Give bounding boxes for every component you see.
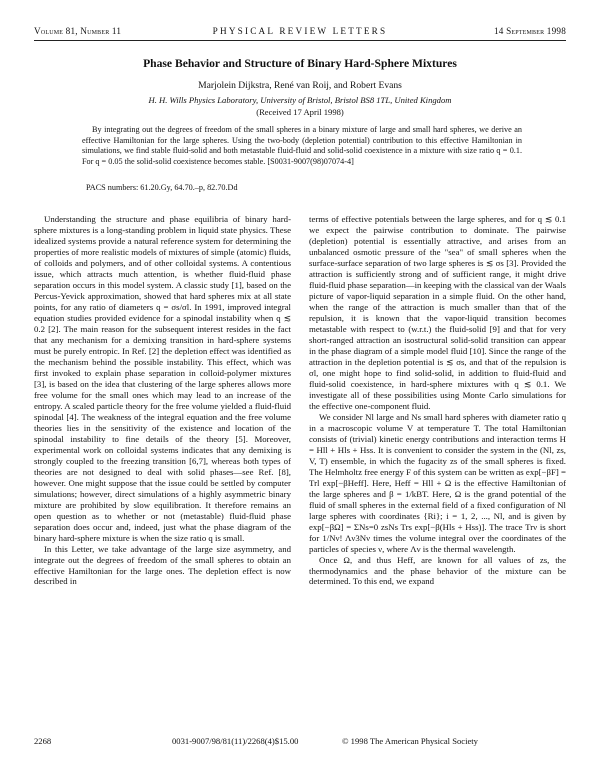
article-code: 0031-9007/98/81(11)/2268(4)$15.00 [172,736,299,746]
page-number: 2268 [34,736,52,746]
journal-name: PHYSICAL REVIEW LETTERS [212,26,388,36]
body-column-left [34,214,291,724]
volume-label: Volume 81, Number 11 [34,26,122,36]
body-paragraph: terms of effective potentials between the large spheres, and for q ≲ 0.1 we expect the pairwise contribution to dominate. The pairwise (depletion) potential is essentially attractive, and arises from an unbalanced osmotic pressure of the "sea" of small spheres when the surface-surface separation of two large spheres is ≲ σs [3]. Provided the attraction is sufficiently strong and of sufficient range, it might drive fluid-fluid phase separation—in keeping with the classical van der Waals picture of vapor-liquid separation in a simple fluid. On the other hand, when the range of the attraction is much smaller than that of the repulsion, it is known that the vapor-liquid transition becomes metastable with respect to (w.r.t.) the fluid-solid [9] and that for very short-ranged attraction an isostructural solid-solid transition can appear in the phase diagram of a simple model fluid [10]. Since the range of the attraction in the depletion potential is ≲ σs, and that of the repulsion is σl, one might hope to find solid-solid, in addition to fluid-fluid and fluid-solid coexistence, in hard-sphere mixtures with q ≲ 0.1. We investigate all of these possibilities using Monte Carlo simulations for the effective one-component fluid. [309,214,566,411]
article-authors: Marjolein Dijkstra, René van Roij, and Robert Evans [198,80,402,91]
page-footer [34,736,566,748]
running-header [34,26,566,40]
pacs-numbers: PACS numbers: 61.20.Gy, 64.70.–p, 82.70.Dd [86,183,238,192]
copyright-notice: © 1998 The American Physical Society [342,736,478,746]
issue-date: 14 September 1998 [493,26,566,36]
header-rule [34,40,566,41]
article-title: Phase Behavior and Structure of Binary Hard-Sphere Mixtures [143,57,457,70]
body-paragraph: Once Ω, and thus Heff, are known for all values of zs, the thermodynamics and the phase behavior of the mixture can be determined. To this end, we expand [309,554,566,587]
article-abstract: By integrating out the degrees of freedom of the small spheres in a binary mixture of large and small hard spheres, we derive an effective Hamiltonian for the large spheres. Using the two-body (depletion potential) contribution to this effective Hamiltonian in simulations, we find stable fluid-solid and both metastable fluid-fluid and solid-solid coexistence in a mixture with size ratio q = 0.1. For q = 0.05 the solid-solid coexistence becomes stable. [S0031-9007(98)07074-4] [82,125,522,166]
body-column-right [309,214,566,724]
article-affiliation: H. H. Wills Physics Laboratory, University of Bristol, Bristol BS8 1TL, United Kingdom [148,95,452,105]
body-paragraph: Understanding the structure and phase equilibria of binary hard-sphere mixtures is a long-standing problem in liquid state physics. These idealized systems provide a natural reference system for determining the properties of more realistic models of mixtures of simple (atomic) fluids, of colloids and polymers, and of other colloidal systems. A contentious issue, which attracts much attention, is whether fluid-fluid phase separation occurs in this model system. A classic study [1], based on the Percus-Yevick approximation, showed that hard spheres mix at all state points, for any ratio of diameters q = σs/σl. In 1991, improved integral equation studies provided evidence for a spinodal instability when q ≲ 0.2 [2]. The main reason for the subsequent interest resides in the fact that any mechanism for a demixing transition in hard-sphere systems must be purely entropic. In Ref. [2] the depletion effect was identified as the mechanism behind the possible instability. This effect, which was first invoked to explain phase separation in colloid-polymer mixtures [3], is based on the idea that clustering of the large spheres allows more free volume for the small ones which may lead to an increase of the entropy. A scaled particle theory for the free volume yielded a fluid-fluid spinodal [4]. The weakness of the integral equation and the free volume theories lies in the sensitivity of the existence and location of the spinodal instability to fine details of the theory [5]. Moreover, experimental work on colloidal systems indicates that any demixing is strongly coupled to the freezing transition [6,7], whereas both types of theories are not designed to deal with solid phases—see Ref. [8], however. One might suppose that the issue could be settled by computer simulations; however, direct simulations of a highly asymmetric binary mixture are prohibited by slow equilibration. It therefore remains an open question as to whether or not (metastable) fluid-fluid phase separation does occur and, indeed, just what the phase diagram of the binary hard-sphere mixture is when the size ratio q is small. [34,214,291,543]
received-date: (Received 17 April 1998) [256,107,344,117]
body-paragraph: In this Letter, we take advantage of the large size asymmetry, and integrate out the degrees of freedom of the small spheres to obtain an effective Hamiltonian for the large ones. The depletion effect is now described in [34,543,291,587]
body-paragraph: We consider Nl large and Ns small hard spheres with diameter ratio q in a macroscopic volume V at temperature T. The total Hamiltonian consists of (trivial) kinetic energy contributions and interaction terms H = Hll + Hls + Hss. It is convenient to consider the system in the (Nl, zs, V, T) ensemble, in which the fugacity zs of the small spheres is fixed. The Helmholtz free energy F of this system can be written as exp[−βF] = Trl exp[−βHeff]. Here, Heff = Hll + Ω is the effective Hamiltonian of the large spheres and β = 1/kBT. Here, Ω is the grand potential of the fluid of small spheres in the external field of a fixed configuration of Nl large spheres with coordinates {Ri}; i = 1, 2, ..., Nl, and is given by exp[−βΩ] = ΣNs=0 zsNs Trs exp[−β(Hls + Hss)]. The trace Trν is short for 1/Nν! Λν3Nν times the volume integral over the coordinates of the particles of species ν, where Λν is the thermal wavelength. [309,411,566,554]
